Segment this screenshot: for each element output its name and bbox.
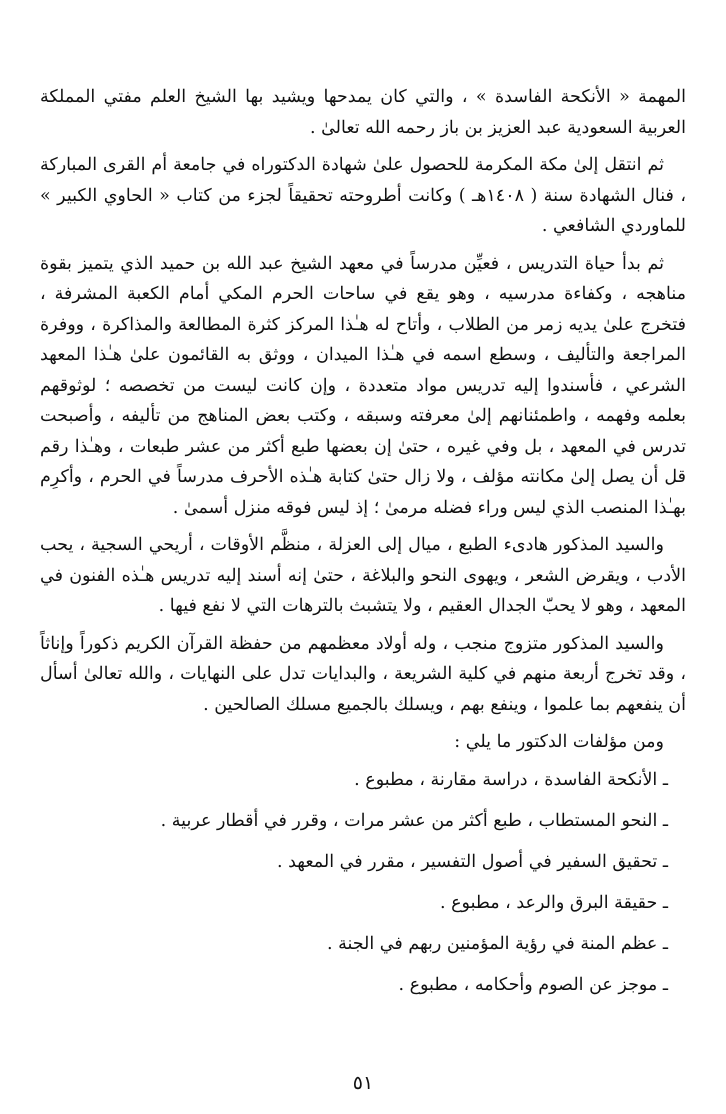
list-item: ـ حقيقة البرق والرعد ، مطبوع . xyxy=(439,892,668,913)
works-list xyxy=(40,765,686,1000)
works-heading: ومن مؤلفات الدكتور ما يلي : xyxy=(454,732,664,752)
paragraph-continued: المهمة « الأنكحة الفاسدة » ، والتي كان يمدحها ويشيد بها الشيخ العلم مفتي المملكة العربية السعودية عبد العزيز بن باز رحمه الله تعالىٰ . xyxy=(40,87,686,138)
paragraph-character: والسيد المذكور هادىء الطبع ، ميال إلى العزلة ، منظَّم الأوقات ، أريحي السجية ، يحب الأدب ، ويقرض الشعر ، ويهوى النحو والبلاغة ، حتىٰ إنه أسند إليه تدريس هـٰذه الفنون في المعهد ، وهو لا يحبّ الجدال العقيم ، ولا يتشبث بالترهات التي لا نفع فيها . xyxy=(40,535,686,616)
body-text xyxy=(40,82,686,1011)
paragraph-doctorate: ثم انتقل إلىٰ مكة المكرمة للحصول علىٰ شهادة الدكتوراه في جامعة أم القرى المباركة ، فنال الشهادة سنة ( ١٤٠٨هـ ) وكانت أطروحته تحقيقاً لجزء من كتاب « الحاوي الكبير » للماوردي الشافعي . xyxy=(40,155,686,236)
paragraph-teaching: ثم بدأ حياة التدريس ، فعيِّن مدرساً في معهد الشيخ عبد الله بن حميد الذي يتميز بقوة مناهجه ، وكفاءة مدرسيه ، وهو يقع في ساحات الحرم المكي أمام الكعبة المشرفة ، فتخرج علىٰ يديه زمر من الطلاب ، وأتاح له هـٰذا المركز كثرة المطالعة والمذاكرة ، ووفرة المراجعة والتأليف ، وسطع اسمه في هـٰذا الميدان ، ووثق به القائمون علىٰ هـٰذا المعهد الشرعي ، فأسندوا إليه تدريس مواد متعددة ، وإن كانت ليست من تخصصه ؛ لوثوقهم بعلمه وفهمه ، واطمئنانهم إلىٰ معرفته وسبقه ، وكتب بعض المناهج من تأليفه ، وأصبحت تدرس في المعهد ، بل وفي غيره ، حتىٰ إن بعضها طبع أكثر من عشر طبعات ، وهـٰذا رقم قل أن يصل إلىٰ مكانته مؤلف ، ولا زال حتىٰ كتابة هـٰذه الأحرف مدرساً في الحرم ، وأكرِم بهـٰذا المنصب الذي ليس وراء فضله مرمىٰ ؛ إذ ليس فوقه منزل أسمىٰ . xyxy=(40,253,686,518)
list-item: ـ النحو المستطاب ، طبع أكثر من عشر مرات ، وقرر في أقطار عربية . xyxy=(160,810,668,831)
page-number: ٥١ xyxy=(352,1072,374,1094)
list-item: ـ موجز عن الصوم وأحكامه ، مطبوع . xyxy=(398,974,668,995)
list-item: ـ تحقيق السفير في أصول التفسير ، مقرر في المعهد . xyxy=(276,851,668,872)
paragraph-family: والسيد المذكور متزوج منجب ، وله أولاد معظمهم من حفظة القرآن الكريم ذكوراً وإناثاً ، وقد تخرج أربعة منهم في كلية الشريعة ، والبدايات تدل على النهايات ، والله تعالىٰ أسأل أن ينفعهم بما علموا ، وينفع بهم ، ويسلك بالجميع مسلك الصالحين . xyxy=(40,633,686,715)
list-item: ـ عظم المنة في رؤية المؤمنين ربهم في الجنة . xyxy=(326,933,668,954)
list-item: ـ الأنكحة الفاسدة ، دراسة مقارنة ، مطبوع . xyxy=(354,769,668,790)
